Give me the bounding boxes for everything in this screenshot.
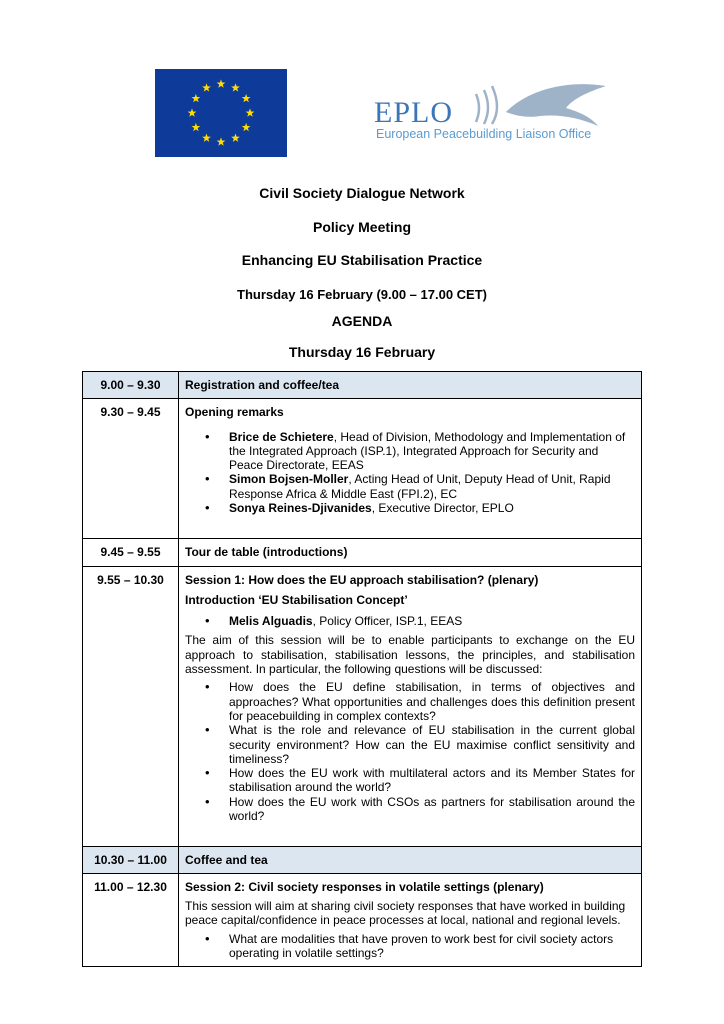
list-item: • What is the role and relevance of EU stabilisation in the current global security environment? How can the EU maximise conflict sensitivity and timeliness? bbox=[229, 723, 635, 766]
agenda-row-coffee bbox=[83, 846, 642, 873]
star-icon bbox=[231, 134, 240, 142]
row-content bbox=[179, 399, 642, 539]
star-icon bbox=[231, 83, 240, 91]
meeting-heading: Policy Meeting bbox=[312, 219, 412, 235]
speaker-list bbox=[185, 430, 635, 516]
star-icon bbox=[246, 108, 255, 116]
row-title: Session 2: Civil society responses in volatile settings (plenary) bbox=[185, 879, 544, 894]
agenda-row-opening bbox=[83, 399, 642, 539]
list-item: • Melis Alguadis, Policy Officer, ISP.1, EEAS bbox=[229, 614, 635, 628]
star-icon bbox=[217, 137, 226, 145]
list-item: • How does the EU define stabilisation, in terms of objectives and approaches? What opportunities and challenges does this definition present for peacebuilding in complex contexts? bbox=[229, 680, 635, 723]
agenda-row-tour bbox=[83, 539, 642, 566]
row-time: 9.55 – 10.30 bbox=[83, 566, 179, 846]
row-title: Coffee and tea bbox=[179, 846, 642, 873]
agenda-row-session-2 bbox=[83, 873, 642, 966]
row-title: Opening remarks bbox=[185, 405, 284, 420]
row-subtitle: Introduction ‘EU Stabilisation Concept’ bbox=[185, 592, 408, 607]
list-item: • What are modalities that have proven to work best for civil society actors operating in volatile settings? bbox=[229, 932, 635, 961]
list-item: • Brice de Schietere, Head of Division, Methodology and Implementation of the Integrated Approach (ISP.1), Integrated Approach for Security and Peace Directorate, EEAS bbox=[229, 430, 635, 473]
network-heading: Civil Society Dialogue Network bbox=[259, 185, 465, 201]
list-item: • Simon Bojsen-Moller, Acting Head of Unit, Deputy Head of Unit, Rapid Response Africa & Middle East (FPI.2), EC bbox=[229, 472, 635, 501]
row-time: 9.45 – 9.55 bbox=[83, 539, 179, 566]
star-icon bbox=[217, 79, 226, 87]
question-list bbox=[185, 680, 635, 823]
day-heading: Thursday 16 February bbox=[288, 344, 436, 360]
topic-heading: Enhancing EU Stabilisation Practice bbox=[241, 252, 483, 268]
agenda-table bbox=[82, 371, 642, 967]
row-content bbox=[179, 566, 642, 846]
star-icon bbox=[242, 94, 251, 102]
eu-stars-icon bbox=[155, 69, 287, 157]
row-time: 10.30 – 11.00 bbox=[83, 846, 179, 873]
row-content bbox=[179, 873, 642, 966]
agenda-row-session-1 bbox=[83, 566, 642, 846]
star-icon bbox=[188, 108, 197, 116]
speaker-list bbox=[185, 614, 635, 628]
eplo-wordmark: EPLO bbox=[374, 96, 453, 129]
eu-flag-logo bbox=[155, 69, 287, 157]
star-icon bbox=[242, 123, 251, 131]
star-icon bbox=[202, 134, 211, 142]
star-icon bbox=[192, 123, 201, 131]
row-title: Session 1: How does the EU approach stabilisation? (plenary) bbox=[185, 572, 539, 587]
agenda-heading: AGENDA bbox=[331, 313, 393, 329]
star-icon bbox=[192, 94, 201, 102]
list-item: • How does the EU work with CSOs as partners for stabilisation around the world? bbox=[229, 795, 635, 824]
row-title: Registration and coffee/tea bbox=[179, 372, 642, 399]
row-time: 9.00 – 9.30 bbox=[83, 372, 179, 399]
row-time: 11.00 – 12.30 bbox=[83, 873, 179, 966]
row-time: 9.30 – 9.45 bbox=[83, 399, 179, 539]
agenda-row-registration bbox=[83, 372, 642, 399]
session-description: The aim of this session will be to enable participants to exchange on the EU approach to stabilisation, stabilisation lessons, the principles, and stabilisation assessment. In particular, the following questions will be discussed: bbox=[185, 633, 635, 677]
question-list bbox=[185, 932, 635, 961]
row-title: Tour de table (introductions) bbox=[179, 539, 642, 566]
star-icon bbox=[202, 83, 211, 91]
list-item: • Sonya Reines-Djivanides, Executive Director, EPLO bbox=[229, 501, 635, 515]
eplo-logo bbox=[374, 76, 614, 146]
eplo-subtitle: European Peacebuilding Liaison Office bbox=[376, 127, 592, 141]
eplo-bird-icon bbox=[470, 78, 610, 128]
session-description: This session will aim at sharing civil society responses that have worked in building peace capital/confidence in peace processes at local, national and regional levels. bbox=[185, 899, 626, 928]
list-item: • How does the EU work with multilateral actors and its Member States for stabilisation around the world? bbox=[229, 766, 635, 795]
date-heading: Thursday 16 February (9.00 – 17.00 CET) bbox=[237, 287, 487, 302]
